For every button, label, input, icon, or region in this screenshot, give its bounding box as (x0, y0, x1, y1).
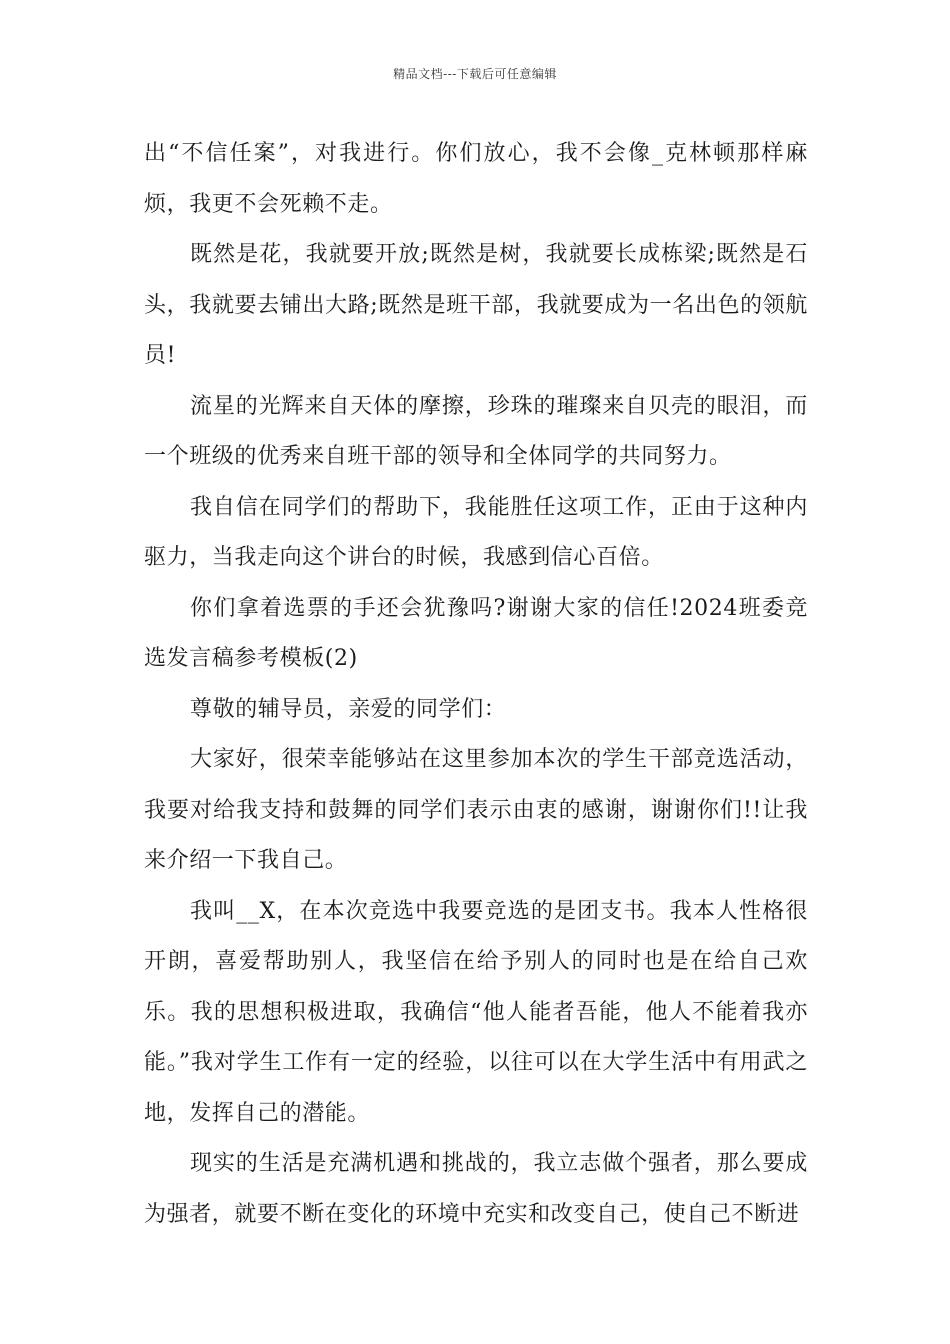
paragraph: 我自信在同学们的帮助下，我能胜任这项工作，正由于这种内驱力，当我走向这个讲台的时候，我感到信心百倍。 (144, 494, 808, 570)
page-header: 精品文档---下载后可任意编辑 (393, 67, 557, 81)
paragraph: 我叫__X，在本次竞选中我要竞选的是团支书。我本人性格很开朗，喜爱帮助别人，我坚信在给予别人的同时也是在给自己欢乐。我的思想积极进取，我确信“他人能者吾能，他人不能着我亦能。”我对学生工作有一定的经验，以往可以在大学生活中有用武之地，发挥自己的潜能。 (144, 898, 808, 1126)
paragraph: 流星的光辉来自天体的摩擦，珍珠的璀璨来自贝壳的眼泪，而一个班级的优秀来自班干部的领导和全体同学的共同努力。 (144, 393, 808, 469)
paragraph: 你们拿着选票的手还会犹豫吗?谢谢大家的信任!2024班委竞选发言稿参考模板(2) (144, 595, 808, 671)
document-body (144, 129, 808, 1240)
paragraph: 大家好，很荣幸能够站在这里参加本次的学生干部竞选活动，我要对给我支持和鼓舞的同学们表示由衷的感谢，谢谢你们!!让我来介绍一下我自己。 (144, 747, 808, 873)
paragraph: 现实的生活是充满机遇和挑战的，我立志做个强者，那么要成为强者，就要不断在变化的环境中充实和改变自己，使自己不断进 (144, 1151, 808, 1227)
paragraph: 既然是花，我就要开放;既然是树，我就要长成栋梁;既然是石头，我就要去铺出大路;既然是班干部，我就要成为一名出色的领航员! (144, 242, 808, 368)
paragraph: 尊敬的辅导员，亲爱的同学们： (190, 696, 507, 722)
paragraph: 出“不信任案”，对我进行。你们放心，我不会像_克林顿那样麻烦，我更不会死赖不走。 (144, 141, 808, 217)
